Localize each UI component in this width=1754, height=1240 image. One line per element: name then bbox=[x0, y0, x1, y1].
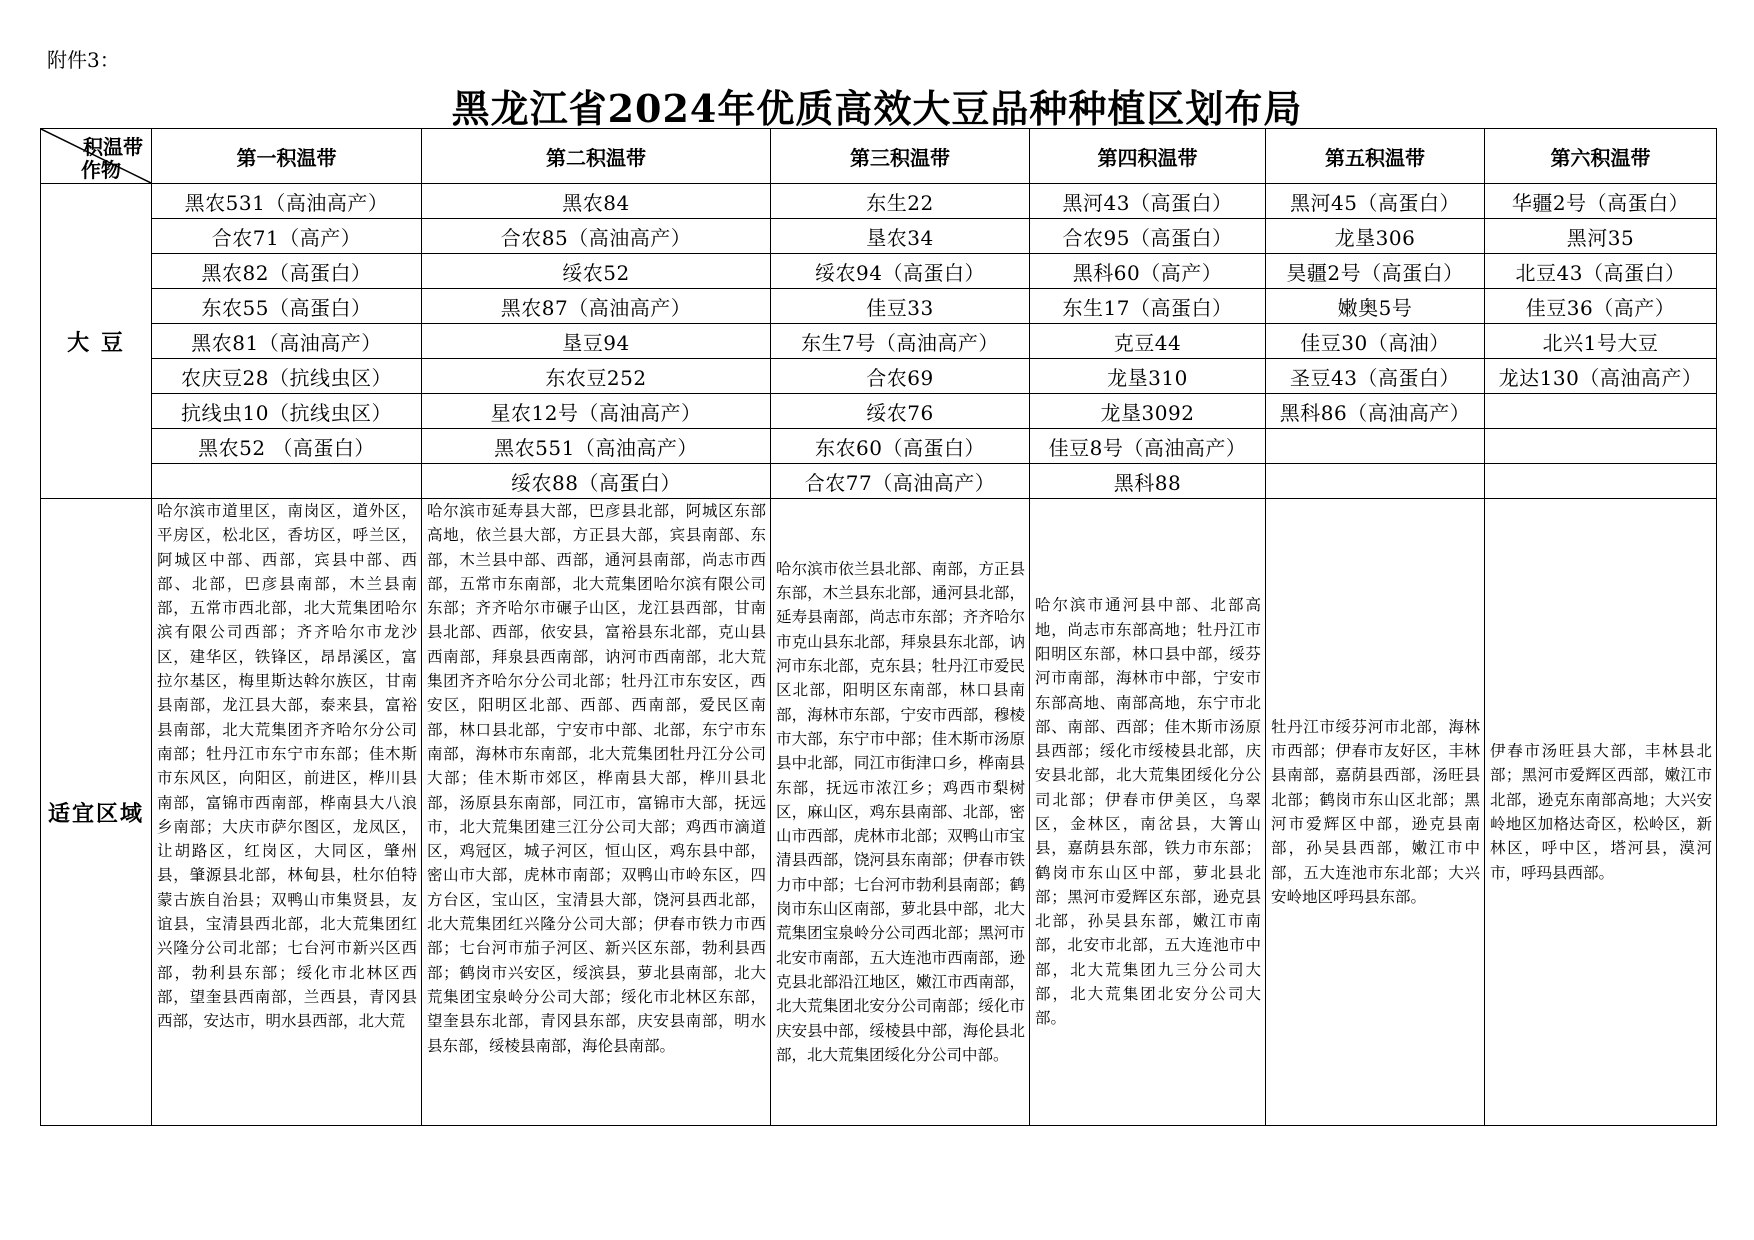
variety-cell: 黑农87（高油高产） bbox=[422, 289, 771, 324]
variety-row bbox=[41, 184, 1717, 219]
variety-row bbox=[41, 359, 1717, 394]
variety-cell bbox=[1266, 429, 1485, 464]
variety-row bbox=[41, 254, 1717, 289]
variety-cell: 东生22 bbox=[771, 184, 1030, 219]
variety-cell: 抗线虫10（抗线虫区） bbox=[152, 394, 422, 429]
variety-cell: 黑科86（高油高产） bbox=[1266, 394, 1485, 429]
variety-cell: 华疆2号（高蛋白） bbox=[1485, 184, 1717, 219]
variety-cell: 龙垦3092 bbox=[1030, 394, 1266, 429]
planting-table bbox=[40, 128, 1717, 1126]
region-text: 哈尔滨市道里区，南岗区，道外区，平房区，松北区，香坊区，呼兰区，阿城区中部、西部，宾县中部、西部、北部，巴彦县南部，木兰县南部，五常市西北部，北大荒集团哈尔滨有限公司西部；齐齐哈尔市龙沙区，建华区，铁锋区，昂昂溪区，富拉尔基区，梅里斯达斡尔族区，甘南县南部，龙江县大部，泰来县，富裕县南部，北大荒集团齐齐哈尔分公司南部；牡丹江市东宁市东部；佳木斯市东风区，向阳区，前进区，桦川县南部，富锦市西南部，桦南县大八浪乡南部；大庆市萨尔图区，龙凤区，让胡路区，红岗区，大同区，肇州县，肇源县北部，林甸县，杜尔伯特蒙古族自治县；双鸭山市集贤县，友谊县，宝清县西北部，北大荒集团红兴隆分公司北部；七台河市新兴区西部，勃利县东部；绥化市北林区西部，望奎县西南部，兰西县，青冈县西部，安达市，明水县西部，北大荒 bbox=[157, 502, 417, 1031]
band-header: 第五积温带 bbox=[1266, 129, 1485, 184]
variety-cell: 东生17（高蛋白） bbox=[1030, 289, 1266, 324]
variety-cell: 圣豆43（高蛋白） bbox=[1266, 359, 1485, 394]
region-text: 哈尔滨市依兰县北部、南部，方正县东部，木兰县东北部，通河县北部，延寿县南部，尚志市东部；齐齐哈尔市克山县东北部，拜泉县东北部，讷河市东北部，克东县；牡丹江市爱民区北部，阳明区东南部，林口县南部，海林市东部，宁安市西部，穆棱市大部，东宁市中部；佳木斯市汤原县中北部，同江市街津口乡，桦南县东部，抚远市浓江乡；鸡西市梨树区，麻山区，鸡东县南部、北部，密山市西部，虎林市北部；双鸭山市宝清县西部，饶河县东南部；伊春市铁力市中部；七台河市勃利县南部；鹤岗市东山区南部，萝北县中部，北大荒集团宝泉岭分公司西北部；黑河市北安市南部，五大连池市西南部，逊克县北部沿江地区，嫩江市西南部，北大荒集团北安分公司南部；绥化市庆安县中部，绥棱县中部，海伦县北部，北大荒集团绥化分公司中部。 bbox=[776, 559, 1025, 1064]
band-header: 第二积温带 bbox=[422, 129, 771, 184]
region-cell bbox=[1266, 499, 1485, 1126]
variety-cell: 合农95（高蛋白） bbox=[1030, 219, 1266, 254]
region-cell bbox=[771, 499, 1030, 1126]
variety-row bbox=[41, 219, 1717, 254]
variety-cell: 绥农88（高蛋白） bbox=[422, 464, 771, 499]
band-header: 第四积温带 bbox=[1030, 129, 1266, 184]
variety-row bbox=[41, 394, 1717, 429]
variety-cell bbox=[152, 464, 422, 499]
attachment-label: 附件3： bbox=[47, 48, 120, 72]
variety-cell: 垦豆94 bbox=[422, 324, 771, 359]
variety-cell: 黑科60（高产） bbox=[1030, 254, 1266, 289]
variety-cell bbox=[1485, 394, 1717, 429]
variety-cell bbox=[1485, 429, 1717, 464]
variety-cell: 龙达130（高油高产） bbox=[1485, 359, 1717, 394]
region-text: 哈尔滨市通河县中部、北部高地，尚志市东部高地；牡丹江市阳明区东部，林口县中部，绥芬河市南部，海林市中部，宁安市东部高地、南部高地，东宁市北部、南部、西部；佳木斯市汤原县西部；绥化市绥棱县北部，庆安县北部，北大荒集团绥化分公司北部；伊春市伊美区，乌翠区，金林区，南岔县，大箐山县，嘉荫县东部，铁力市东部；鹤岗市东山区中部，萝北县北部；黑河市爱辉区东部，逊克县北部，孙吴县东部，嫩江市南部，北安市北部，五大连池市中部，北大荒集团九三分公司大部，北大荒集团北安分公司大部。 bbox=[1035, 596, 1261, 1028]
variety-cell: 黑农52 （高蛋白） bbox=[152, 429, 422, 464]
region-cell bbox=[422, 499, 771, 1126]
region-cell bbox=[152, 499, 422, 1126]
variety-cell: 佳豆33 bbox=[771, 289, 1030, 324]
variety-cell: 东农55（高蛋白） bbox=[152, 289, 422, 324]
variety-row bbox=[41, 464, 1717, 499]
region-text: 牡丹江市绥芬河市北部，海林市西部；伊春市友好区，丰林县南部，嘉荫县西部，汤旺县北部；鹤岗市东山区北部；黑河市爱辉区中部，逊克县南部，孙吴县西部，嫩江市中部，五大连池市东北部；大兴安岭地区呼玛县东部。 bbox=[1271, 717, 1480, 906]
variety-cell: 黑河45（高蛋白） bbox=[1266, 184, 1485, 219]
variety-cell: 东农豆252 bbox=[422, 359, 771, 394]
variety-cell: 克豆44 bbox=[1030, 324, 1266, 359]
region-row bbox=[41, 499, 1717, 1126]
variety-cell: 绥农52 bbox=[422, 254, 771, 289]
variety-cell: 东农60（高蛋白） bbox=[771, 429, 1030, 464]
variety-cell: 星农12号（高油高产） bbox=[422, 394, 771, 429]
variety-cell: 黑河43（高蛋白） bbox=[1030, 184, 1266, 219]
variety-cell: 黑农81（高油高产） bbox=[152, 324, 422, 359]
variety-cell: 黑农82（高蛋白） bbox=[152, 254, 422, 289]
variety-cell: 绥农94（高蛋白） bbox=[771, 254, 1030, 289]
page-title: 黑龙江省2024年优质高效大豆品种种植区划布局 bbox=[451, 86, 1303, 131]
variety-cell: 黑农531（高油高产） bbox=[152, 184, 422, 219]
variety-row bbox=[41, 324, 1717, 359]
variety-cell: 北豆43（高蛋白） bbox=[1485, 254, 1717, 289]
variety-cell: 佳豆30（高油） bbox=[1266, 324, 1485, 359]
variety-cell: 合农77（高油高产） bbox=[771, 464, 1030, 499]
variety-cell: 龙垦306 bbox=[1266, 219, 1485, 254]
variety-cell: 合农71（高产） bbox=[152, 219, 422, 254]
corner-cell bbox=[41, 129, 152, 184]
variety-row bbox=[41, 429, 1717, 464]
variety-cell: 黑科88 bbox=[1030, 464, 1266, 499]
variety-cell: 绥农76 bbox=[771, 394, 1030, 429]
variety-cell: 合农69 bbox=[771, 359, 1030, 394]
band-header: 第六积温带 bbox=[1485, 129, 1717, 184]
variety-cell: 合农85（高油高产） bbox=[422, 219, 771, 254]
crop-label: 大 豆 bbox=[41, 184, 152, 499]
variety-cell: 垦农34 bbox=[771, 219, 1030, 254]
region-cell bbox=[1485, 499, 1717, 1126]
region-text: 哈尔滨市延寿县大部，巴彦县北部，阿城区东部高地，依兰县大部，方正县大部，宾县南部、东部，木兰县中部、西部，通河县南部，尚志市西部，五常市东南部，北大荒集团哈尔滨有限公司东部；齐齐哈尔市碾子山区，龙江县西部，甘南县北部、西部，依安县，富裕县东北部，克山县西南部，拜泉县西南部，讷河市西南部，北大荒集团齐齐哈尔分公司北部；牡丹江市东安区，西安区，阳明区北部、西部、西南部，爱民区南部，林口县北部，宁安市中部、北部，东宁市东南部，海林市东南部，北大荒集团牡丹江分公司大部；佳木斯市郊区，桦南县大部，桦川县北部，汤原县东南部，同江市，富锦市大部，抚远市，北大荒集团建三江分公司大部；鸡西市滴道区，鸡冠区，城子河区，恒山区，鸡东县中部，密山市大部，虎林市南部；双鸭山市岭东区，四方台区，宝山区，宝清县大部，饶河县西北部，北大荒集团红兴隆分公司大部；伊春市铁力市西部；七台河市茄子河区、新兴区东部，勃利县西部；鹤岗市兴安区，绥滨县，萝北县南部，北大荒集团宝泉岭分公司大部；绥化市北林区东部，望奎县东北部，青冈县东部，庆安县南部，明水县东部，绥棱县南部，海伦县南部。 bbox=[427, 502, 766, 1055]
corner-crop-label: 作物 bbox=[81, 158, 121, 182]
band-header: 第三积温带 bbox=[771, 129, 1030, 184]
variety-cell: 黑河35 bbox=[1485, 219, 1717, 254]
region-cell bbox=[1030, 499, 1266, 1126]
variety-cell: 东生7号（高油高产） bbox=[771, 324, 1030, 359]
region-text: 伊春市汤旺县大部，丰林县北部；黑河市爱辉区西部，嫩江市北部，逊克东南部高地；大兴安岭地区加格达奇区，松岭区，新林区，呼中区，塔河县，漠河市，呼玛县西部。 bbox=[1490, 742, 1712, 882]
variety-row bbox=[41, 289, 1717, 324]
variety-cell: 农庆豆28（抗线虫区） bbox=[152, 359, 422, 394]
corner-band-label: 积温带 bbox=[83, 135, 143, 159]
region-label: 适宜区域 bbox=[41, 499, 152, 1126]
header-row bbox=[41, 129, 1717, 184]
variety-cell: 佳豆36（高产） bbox=[1485, 289, 1717, 324]
variety-cell: 昊疆2号（高蛋白） bbox=[1266, 254, 1485, 289]
variety-cell bbox=[1485, 464, 1717, 499]
variety-cell: 北兴1号大豆 bbox=[1485, 324, 1717, 359]
variety-cell: 佳豆8号（高油高产） bbox=[1030, 429, 1266, 464]
variety-cell: 黑农551（高油高产） bbox=[422, 429, 771, 464]
variety-cell: 龙垦310 bbox=[1030, 359, 1266, 394]
variety-cell: 黑农84 bbox=[422, 184, 771, 219]
variety-cell: 嫩奥5号 bbox=[1266, 289, 1485, 324]
band-header: 第一积温带 bbox=[152, 129, 422, 184]
variety-cell bbox=[1266, 464, 1485, 499]
